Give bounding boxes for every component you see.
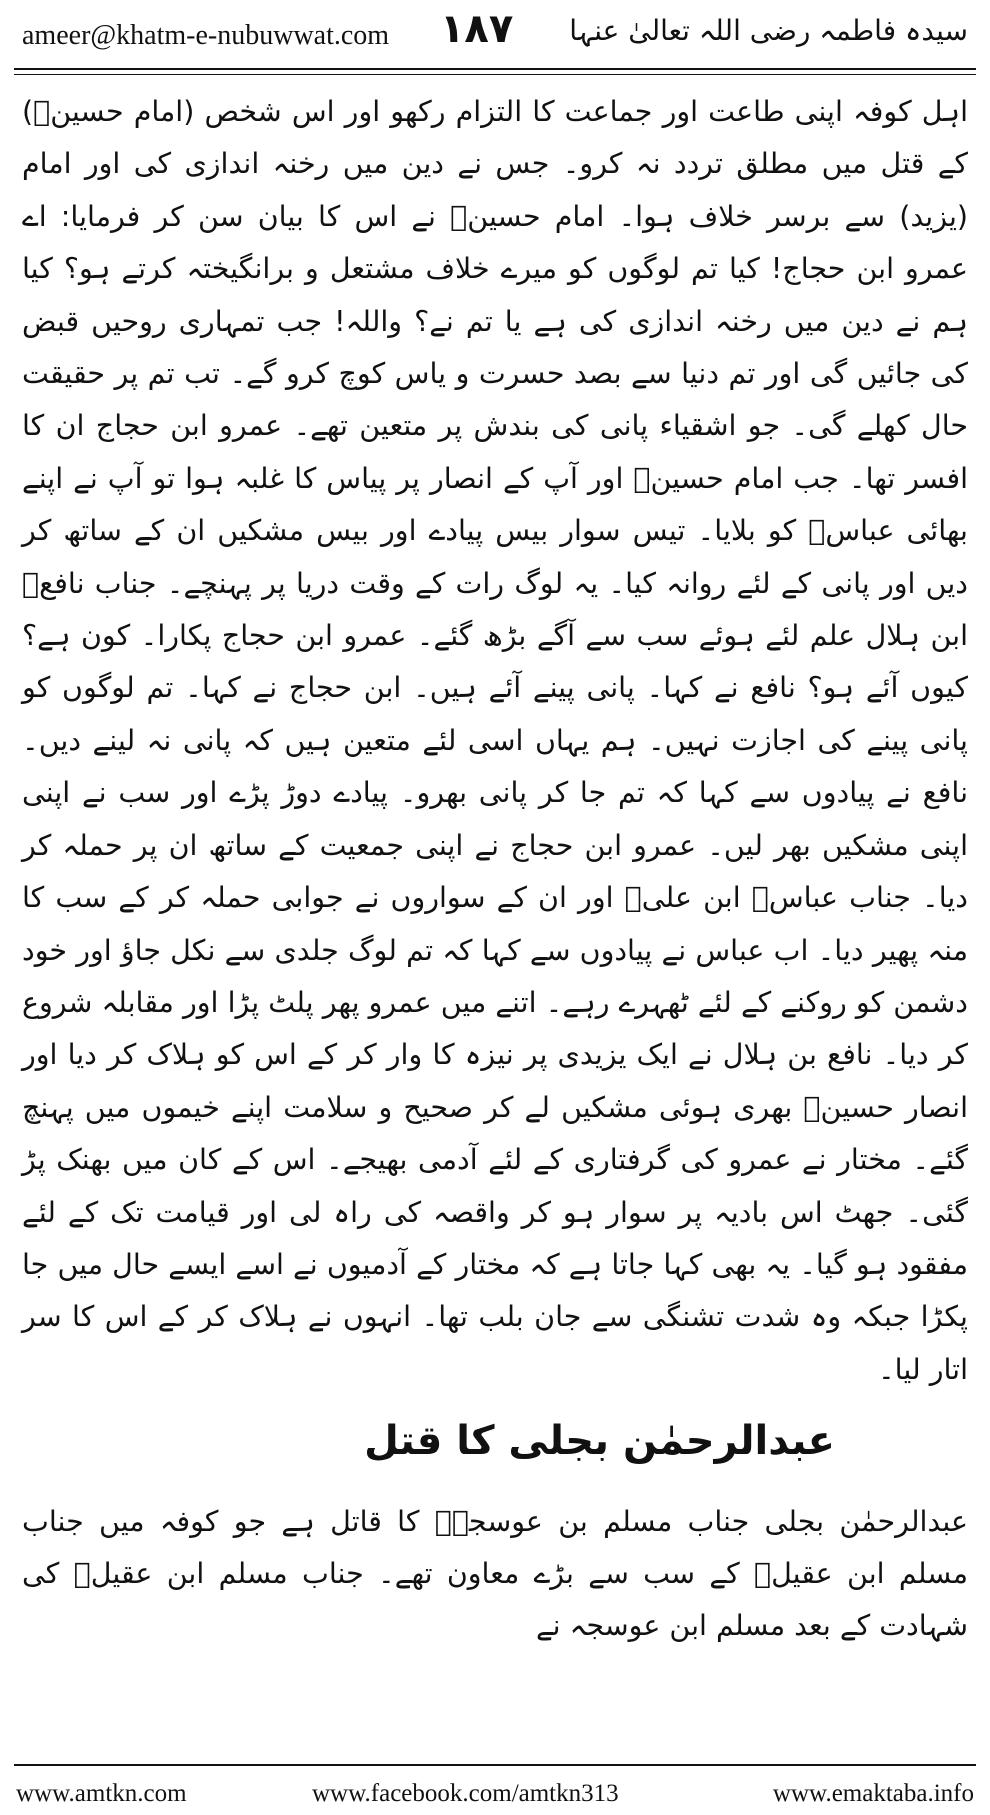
page-footer bbox=[0, 1756, 990, 1815]
second-paragraph: عبدالرحمٰن بجلی جناب مسلم بن عوسجہؓ کا قاتل ہے جو کوفہ میں جناب مسلم ابن عقیلؓ کے سب سے بڑے معاون تھے۔ جناب مسلم ابن عقیلؓ کی شہادت کے بعد مسلم ابن عوسجہ نے bbox=[22, 1505, 968, 1642]
running-title: سیدہ فاطمہ رضی اللہ تعالیٰ عنہا bbox=[569, 14, 968, 47]
main-paragraph: اہل کوفہ اپنی طاعت اور جماعت کا التزام رکھو اور اس شخص (امام حسینؓ) کے قتل میں مطلق تردد نہ کرو۔ جس نے دین میں رخنہ اندازی کی اور امام (یزید) سے برسر خلاف ہوا۔ امام حسینؓ نے اس کا بیان سن کر فرمایا: اے عمرو ابن حجاج! کیا تم لوگوں کو میرے خلاف مشتعل و برانگیختہ کرتے ہو؟ کیا ہم نے دین میں رخنہ اندازی کی ہے یا تم نے؟ واللہ! جب تمہاری روحیں قبض کی جائیں گی اور تم دنیا سے بصد حسرت و یاس کوچ کرو گے۔ تب تم پر حقیقت حال کھلے گی۔ جو اشقیاء پانی کی بندش پر متعین تھے۔ عمرو ابن حجاج ان کا افسر تھا۔ جب امام حسینؓ اور آپ کے انصار پر پیاس کا غلبہ ہوا تو آپ نے اپنے بھائی عباسؓ کو بلایا۔ تیس سوار بیس پیادے اور بیس مشکیں ان کے ساتھ کر دیں اور پانی کے لئے روانہ کیا۔ یہ لوگ رات کے وقت دریا پر پہنچے۔ جناب نافعؓ ابن ہلال علم لئے ہوئے سب سے آگے بڑھ گئے۔ عمرو ابن حجاج پکارا۔ کون ہے؟ کیوں آئے ہو؟ نافع نے کہا۔ پانی پینے آئے ہیں۔ ابن حجاج نے کہا۔ تم لوگوں کو پانی پینے کی اجازت نہیں۔ ہم یہاں اسی لئے متعین ہیں کہ پانی نہ لینے دیں۔ نافع نے پیادوں سے کہا کہ تم جا کر پانی بھرو۔ پیادے دوڑ پڑے اور سب نے اپنی اپنی مشکیں بھر لیں۔ عمرو ابن حجاج نے اپنی جمعیت کے ساتھ ان پر حملہ کر دیا۔ جناب عباسؓ ابن علیؓ اور ان کے سواروں نے جوابی حملہ کر کے سب کا منہ پھیر دیا۔ اب عباس نے پیادوں سے کہا کہ تم لوگ جلدی سے نکل جاؤ اور خود دشمن کو روکنے کے لئے ٹھہرے رہے۔ اتنے میں عمرو پھر پلٹ پڑا اور مقابلہ شروع کر دیا۔ نافع بن ہلال نے ایک یزیدی پر نیزہ کا وار کر کے اس کو ہلاک کر دیا اور انصار حسینؓ بھری ہوئی مشکیں لے کر صحیح و سلامت اپنے خیموں میں پہنچ گئے۔ مختار نے عمرو کی گرفتاری کے لئے آدمی بھیجے۔ اس کے کان میں بھنک پڑ گئی۔ جھٹ اس بادیہ پر سوار ہو کر واقصہ کی راہ لی اور قیامت تک کے لئے مفقود ہو گیا۔ یہ بھی کہا جاتا ہے کہ مختار کے آدمیوں نے اسے ایسے حال میں جا پکڑا جبکہ وہ شدت تشنگی سے جان بلب تھا۔ انہوں نے ہلاک کر کے اس کا سر اتار لیا۔ bbox=[22, 95, 968, 1386]
header-rule bbox=[14, 68, 976, 70]
header-email: ameer@khatm-e-nubuwwat.com bbox=[22, 20, 390, 51]
footer-link-amtkn[interactable]: www.amtkn.com bbox=[16, 1780, 187, 1807]
page-header bbox=[0, 0, 990, 78]
footer-rule bbox=[14, 1764, 976, 1766]
header-rule-thin bbox=[14, 74, 976, 75]
page-number: ۱۸۷ bbox=[440, 6, 514, 52]
footer-link-emaktaba[interactable]: www.emaktaba.info bbox=[772, 1780, 974, 1807]
section-heading: عبدالرحمٰن بجلی کا قتل bbox=[364, 1418, 835, 1464]
footer-link-facebook[interactable]: www.facebook.com/amtkn313 bbox=[312, 1780, 619, 1807]
